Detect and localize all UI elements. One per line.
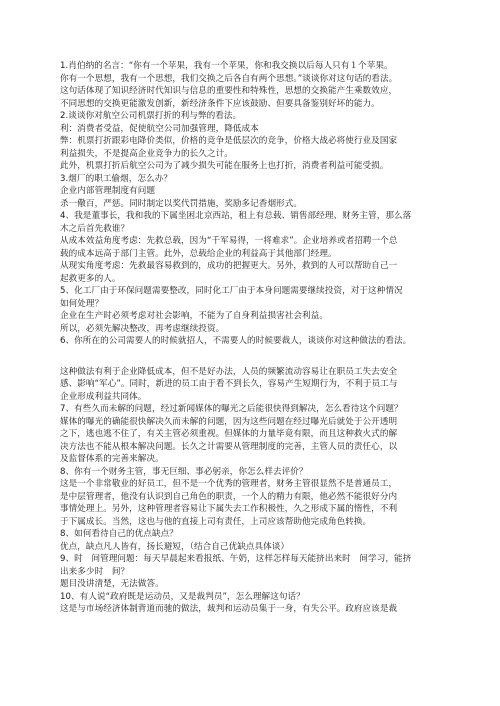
text-line: 题目没讲清楚，无法做答。: [60, 579, 164, 589]
text-line: 这句话体现了知识经济时代知识与信息的重要性和特殊性，思想的交换能产生乘数效应，: [60, 86, 398, 96]
text-line: 之下，逃也逃不住了，有关主管必须重视。但媒体的力量毕竟有限，而且这种救火式的解: [60, 429, 398, 439]
text-line: 利：消费者受益，促使航空公司加强管理，降低成本: [60, 123, 259, 134]
text-line: 不同思想的交换更能激发创新，新经济条件下应该鼓励、但要具备鉴别好坏的能力。: [60, 98, 380, 109]
text-line: 你有一个思想，我有一个思想，我们交换之后各自有两个思想。”谈谈你对这句话的看法。: [60, 73, 398, 84]
text-line: 企业在生产时必须考虑对社会影响，不能为了自身利益损害社会利益。: [60, 311, 328, 321]
text-line: 从成本效益角度考虑：先救总载，因为“千军易得，一将难求”。企业培养或者招聘一个总: [60, 236, 398, 246]
text-line: 起救更多的人。: [60, 273, 121, 284]
text-line: 优点，缺点凡人皆有，扬长避短，（结合自己优缺点具体谈）: [60, 541, 290, 552]
text-line: 7、有些久而未解的问题，经过新闻媒体的曝光之后能很快得到解决，怎么看待这个问题？: [60, 404, 403, 414]
text-line: 及监督体系的完善来解决。: [60, 454, 164, 464]
text-line: 出来多少时 间？: [60, 566, 130, 577]
text-line: 是中层管理者，他没有认识到自己角色的职责，一个人的精力有限，他必然不能很好分内: [60, 491, 398, 502]
text-line: 6、你所在的公司需要人的时候就招人，不需要人的时候要裁人，谈谈你对这种做法的看法。: [60, 336, 412, 346]
text-line: 企业形成利益共同体。: [60, 391, 147, 402]
text-line: 9、时 间管理问题：每天早晨起来看报纸、午奶，这样怎样每天能挤出来时 间学习，能挤: [60, 554, 412, 564]
text-line: 8、你有一个财务主管，事无巨细、事必躬亲，你怎么样去评价？: [60, 466, 308, 477]
text-line: 4、我是董事长，我和我的下属坐困北京西站，租上有总载、销售部经理、财务主管，那么落: [60, 211, 412, 221]
document-section-1: [60, 60, 442, 348]
text-line: 10、有人说“政府既是运动员，又是裁判员”，怎么理解这句话？: [60, 591, 305, 602]
text-line: 载的成本远高于部门主管。此外，总载给企业的利益高于其他部门经理。: [60, 248, 337, 259]
text-line: 企业内部管理制度有问题: [60, 186, 156, 196]
text-line: 决方法也不能从根本解决问题。长久之计需要从管理制度的完善，主管人员的责任心，以: [60, 441, 398, 452]
text-line: 杀一儆百，严惩。同时制定以奖代罚措施，奖励多记香烟形式。: [60, 198, 303, 209]
text-line: 媒体的曝光的确能很快解决久而未解的问题，因为这些问题在经过曝光后就处于公开透明: [60, 416, 398, 427]
text-line: 于下属成长。当然，这也与他的直接上司有责任，上司应该帮助他完成角色转换。: [60, 516, 372, 527]
text-line: 5、化工厂由于环保问题需要整改，同时化工厂由于本身问题需要继续投资，对于这种情况: [60, 286, 403, 296]
text-line: 木之后首先救谁？: [60, 223, 130, 234]
text-line: 从现实角度考虑：先救最容易救到的，成功的把握更大。另外，救到的人可以帮助自己一: [60, 261, 398, 271]
text-line: 如何处理？: [60, 298, 104, 309]
document-body: [60, 60, 442, 616]
text-line: 这是一个非常敬业的好员工，但不是一个优秀的管理者，财务主管很显然不是普通员工，: [60, 479, 398, 489]
text-line: 3.烟厂的职工偷烟，怎么办？: [60, 173, 173, 184]
text-line: 8、如何看待自己的优点缺点？: [60, 529, 178, 539]
text-line: 事情处理上。另外，这种管理者容易让下属失去工作积极性，久之形成下属的惰性，不利: [60, 504, 398, 514]
text-line: 利益损失，不是提高企业竞争力的长久之计。: [60, 148, 233, 159]
text-line: 弊：机票打折跟彩电降价类似，价格的竞争是低层次的竞争，价格大战必将使行业及国家: [60, 136, 398, 146]
section-gap: [60, 348, 442, 366]
text-line: 这种做法有利于企业降低成本，但不是好办法，人员的频繁流动容易让在职员工失去安全: [60, 366, 398, 377]
text-line: 感、影响“军心”。同时，新进的员工由于看不到长久，容易产生短期行为，不利于员工与: [60, 379, 398, 389]
text-line: 所以，必须先解决整改，再考虑继续投资。: [60, 323, 225, 334]
text-line: 2.谈谈你对航空公司机票打折的利与弊的看法。: [60, 111, 242, 121]
document-section-2: [60, 366, 442, 616]
text-line: 1.肖伯纳的名言：“你有一个苹果，我有一个苹果，你和我交换以后每人只有１个苹果。: [60, 61, 393, 71]
text-line: 此外，机票打折后航空公司为了减少损失可能在服务上也打折，消费者利益可能受损。: [60, 161, 389, 171]
text-line: 这是与市场经济体制背道而驰的做法，裁判和运动员集于一身，有失公平。政府应该是裁: [60, 604, 398, 614]
